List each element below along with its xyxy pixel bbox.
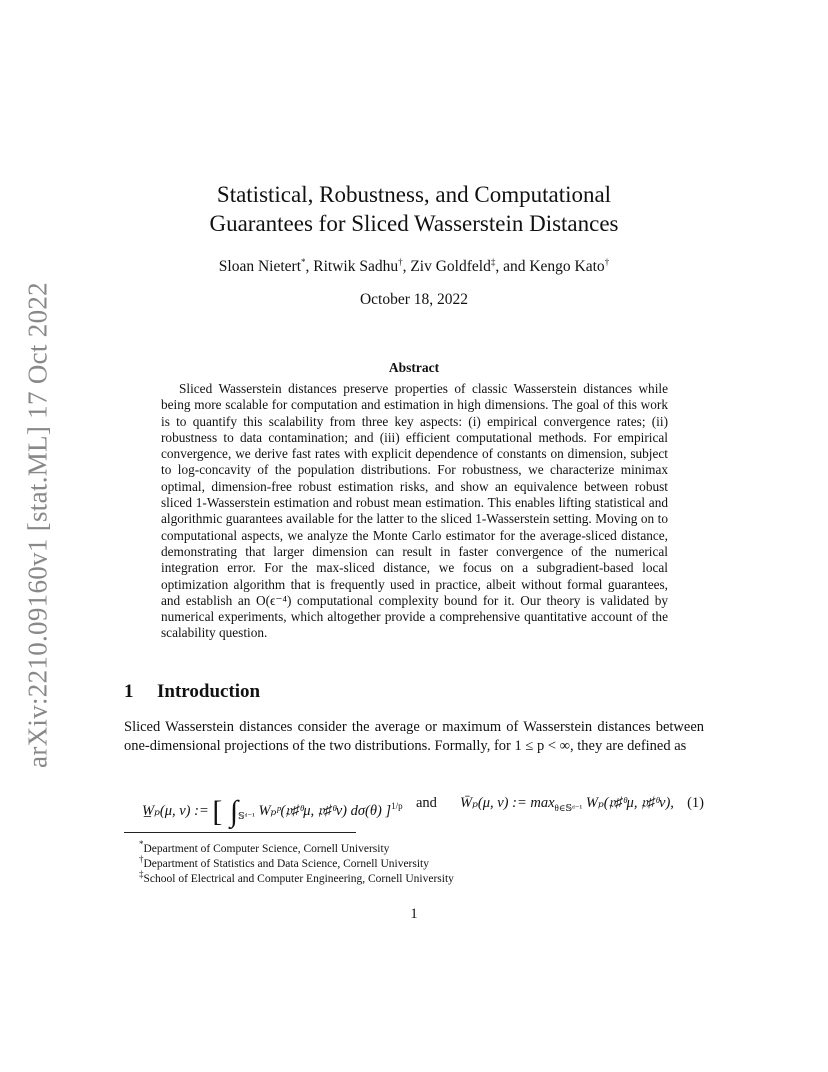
equation-integrand: Wₚᵖ(𝔭♯ᶿμ, 𝔭♯ᶿν) dσ(θ) ] [254, 803, 392, 819]
paper-date: October 18, 2022 [359, 291, 469, 308]
author-name: Kengo Kato [529, 258, 605, 276]
footnote-text: School of Electrical and Computer Engineering, Cornell University [143, 872, 454, 885]
section-number: 1 [124, 681, 134, 702]
arxiv-identifier: arXiv:2210.09160v1 [stat.ML] 17 Oct 2022 [22, 282, 53, 768]
equation-rhs-tail: Wₚ(𝔭♯ᶿμ, 𝔭♯ᶿν), [582, 795, 674, 811]
footnote [139, 867, 454, 886]
arxiv-sidebar-stamp [18, 270, 58, 780]
footnote-text: Department of Statistics and Data Science, Cornell University [143, 857, 430, 870]
equation-max-domain: θ∈𝕊ᵈ⁻¹ [554, 802, 583, 813]
paper-title [0, 180, 828, 238]
equation-lhs [142, 795, 403, 829]
title-line-1: Statistical, Robustness, and Computational [216, 182, 612, 207]
footnote-mark: ‡ [139, 869, 144, 879]
equation-rhs [460, 795, 674, 814]
equation-power: 1/p [391, 801, 403, 812]
author-name: Sloan Nietert [218, 258, 302, 276]
equation-conjunction: and [416, 795, 437, 811]
equation-number: (1) [687, 795, 704, 811]
abstract-heading: Abstract [388, 360, 440, 375]
equation-integral: [ ∫ [212, 795, 239, 828]
author-affiliation-mark: ‡ [490, 257, 496, 267]
abstract-body: Sliced Wasserstein distances preserve properties of classic Wasserstein distances while being more scalable for computation and estimation in high dimensions. The goal of this work is to quantify this scalability from three key aspects: (i) empirical convergence rates; (ii) robustness to data contamination; and (iii) efficient computational methods. For empirical convergence, we derive fast rates with explicit dependence of constants on dimension, subject to log-concavity of the population distributions. For robustness, we characterize minimax optimal, dimension-free robust estimation risks, and show an equivalence between robust sliced 1-Wasserstein estimation and robust mean estimation. This enables lifting statistical and algorithmic guarantees available for the latter to the sliced 1-Wasserstein setting. Moving on to computational aspects, we analyze the Monte Carlo estimator for the average-sliced distance, demonstrating that larger dimension can result in faster convergence of the numerical integration error. For the max-sliced distance, we focus on a subgradient-based local optimization algorithm that is frequently used in practice, albeit without formal guarantees, and establish an O(ϵ⁻⁴) computational complexity bound for it. Our theory is validated by numerical experiments, which altogether provide a comprehensive quantitative account of the scalability question. [161, 381, 668, 641]
footnote-text: Department of Computer Science, Cornell University [143, 842, 390, 855]
equation-1 [142, 782, 704, 826]
page-number: 1 [410, 906, 418, 922]
author-affiliation-mark: † [398, 257, 403, 267]
equation-rhs-term: W̄ₚ(μ, ν) := max [460, 795, 555, 811]
footnote-mark: † [139, 854, 144, 864]
author-list: Sloan Nietert*, Ritwik Sadhu†, Ziv Goldfeld‡, and Kengo Kato† [218, 257, 610, 276]
author-name: Ziv Goldfeld [410, 258, 491, 276]
author-name: Ritwik Sadhu [313, 258, 399, 276]
equation-lhs-term: W̲ₚ(μ, ν) := [142, 803, 213, 819]
author-affiliation-mark: † [604, 257, 610, 267]
section-heading [124, 681, 260, 703]
footnote-rule [124, 832, 356, 833]
section-title: Introduction [157, 681, 261, 702]
author-affiliation-mark: * [301, 257, 306, 267]
title-line-2: Guarantees for Sliced Wasserstein Distances [209, 211, 619, 236]
intro-paragraph: Sliced Wasserstein distances consider the average or maximum of Wasserstein distances between one-dimensional projections of the two distributions. Formally, for 1 ≤ p < ∞, they are defined as [124, 719, 704, 754]
footnote-mark: * [139, 839, 144, 849]
equation-integral-domain: 𝕊ᵈ⁻¹ [238, 810, 255, 821]
